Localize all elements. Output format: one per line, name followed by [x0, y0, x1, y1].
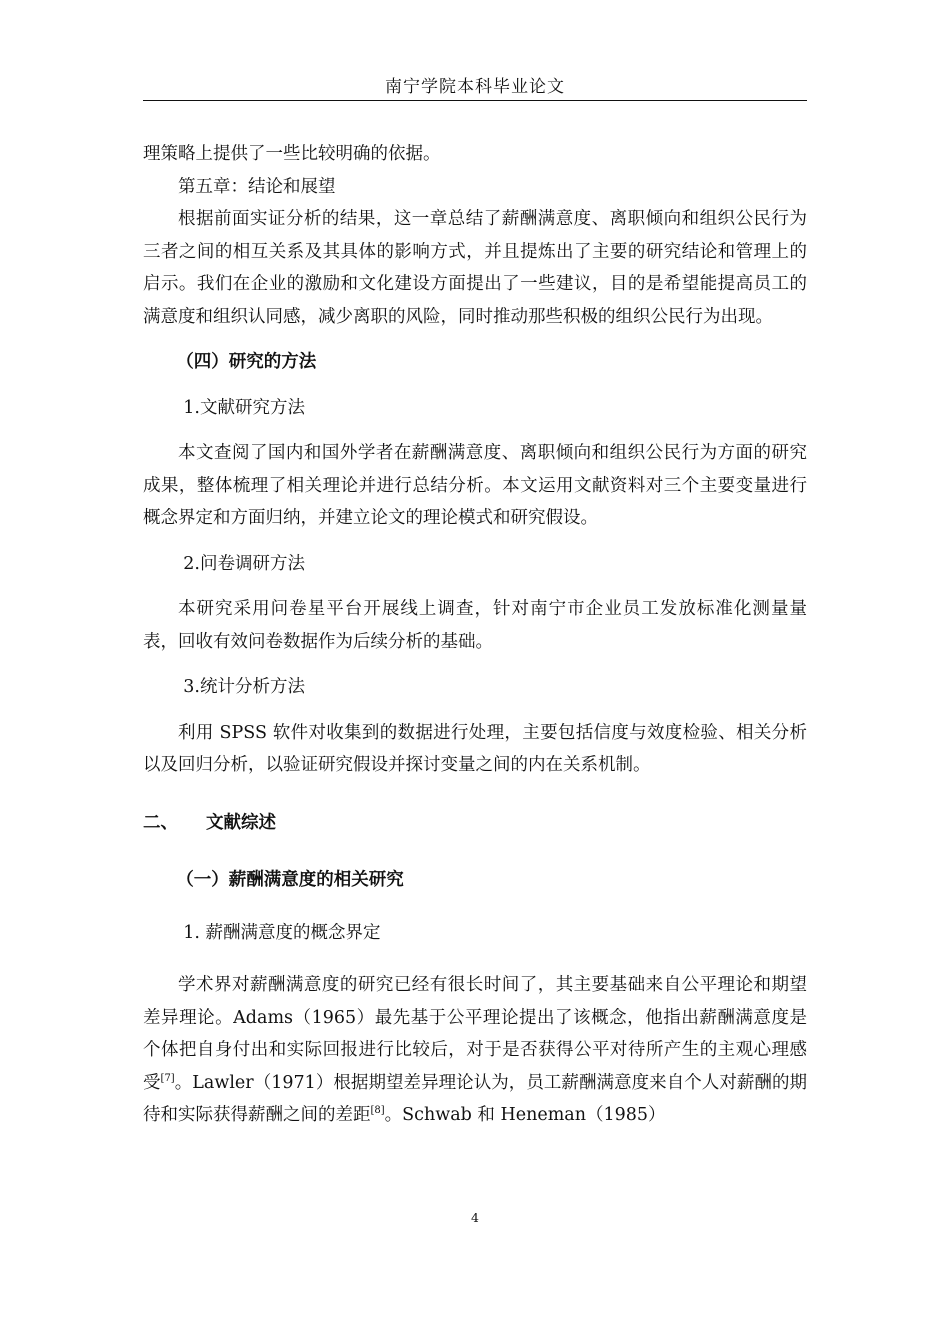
- paragraph-continuation: 理策略上提供了一些比较明确的依据。: [143, 144, 441, 164]
- chapter-heading-literature-review: [143, 807, 807, 840]
- subsection-title-concept: 1. 薪酬满意度的概念界定: [183, 922, 381, 943]
- chapter5-title: 第五章：结论和展望: [178, 176, 336, 197]
- section-heading-pay-satisfaction: （一）薪酬满意度的相关研究: [176, 870, 404, 890]
- literature-text-part2: 。Lawler（1971）根据期望差异理论认为，员工薪酬满意度来自个人对薪酬的期待和实际获得薪酬之间的差距: [143, 1072, 807, 1125]
- method3-title: 3.统计分析方法: [183, 677, 305, 697]
- method3-paragraph: 利用 SPSS 软件对收集到的数据进行处理，主要包括信度与效度检验、相关分析以及回归分析，以验证研究假设并探讨变量之间的内在关系机制。: [143, 722, 807, 775]
- literature-paragraph: [143, 969, 807, 1132]
- literature-text-part3: 。Schwab 和 Heneman（1985）: [384, 1105, 666, 1125]
- page-number: 4: [471, 1210, 479, 1225]
- citation-ref-8: [8]: [370, 1105, 385, 1117]
- chapter-title: 文献综述: [206, 812, 276, 833]
- chapter-number: 二、: [143, 812, 178, 833]
- section-heading-research-methods: （四）研究的方法: [176, 352, 317, 372]
- method1-paragraph: 本文查阅了国内和国外学者在薪酬满意度、离职倾向和组织公民行为方面的研究成果，整体梳理了相关理论并进行总结分析。本文运用文献资料对三个主要变量进行概念界定和方面归纳，并建立论文的理论模式和研究假设。: [143, 443, 807, 528]
- citation-ref-7: [7]: [160, 1072, 175, 1084]
- method2-title: 2.问卷调研方法: [183, 553, 305, 574]
- header-rule: [143, 100, 807, 101]
- chapter5-paragraph: 根据前面实证分析的结果，这一章总结了薪酬满意度、离职倾向和组织公民行为三者之间的相互关系及其具体的影响方式，并且提炼出了主要的研究结论和管理上的启示。我们在企业的激励和文化建设方面提出了一些建议，目的是希望能提高员工的满意度和组织认同感，减少离职的风险，同时推动那些积极的组织公民行为出现。: [143, 209, 807, 327]
- running-header-title: 南宁学院本科毕业论文: [385, 77, 565, 97]
- method2-paragraph: 本研究采用问卷星平台开展线上调查，针对南宁市企业员工发放标准化测量量表，回收有效问卷数据作为后续分析的基础。: [143, 599, 807, 652]
- method1-title: 1.文献研究方法: [183, 397, 305, 418]
- document-body: [143, 138, 807, 1132]
- literature-text-part1: 学术界对薪酬满意度的研究已经有很长时间了，其主要基础来自公平理论和期望差异理论。Adams（1965）最先基于公平理论提出了该概念，他指出薪酬满意度是个体把自身付出和实际回报进行比较后，对于是否获得公平对待所产生的主观心理感受: [143, 975, 807, 1093]
